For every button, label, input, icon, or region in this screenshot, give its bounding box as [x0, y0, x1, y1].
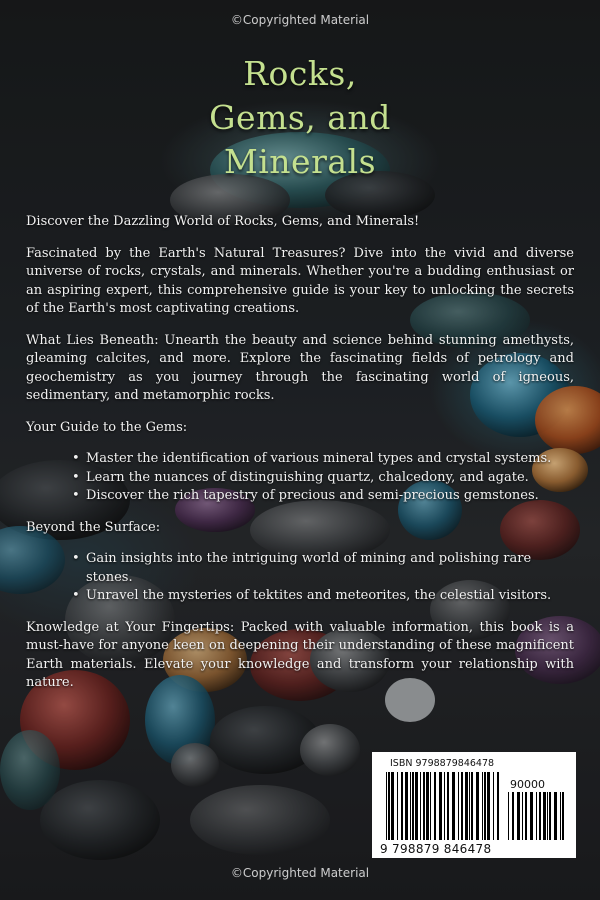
price-code: 90000 [510, 778, 545, 791]
surface-list [26, 550, 574, 606]
title-line-2: Gems, and [209, 98, 391, 137]
book-title [150, 52, 450, 184]
heading-guide-to-gems: Your Guide to the Gems: [26, 419, 188, 435]
isbn-label: ISBN 9798879846478 [390, 758, 495, 769]
copyright-watermark-top: ©Copyrighted Material [230, 13, 370, 27]
list-item: • Discover the rich tapestry of precious and semi-precious gemstones. [74, 487, 574, 506]
title-line-1: Rocks, [243, 54, 357, 93]
guide-list [26, 450, 574, 506]
isbn-barcode [372, 752, 576, 858]
paragraph-natural-treasures: Fascinated by the Earth's Natural Treasures? Dive into the vivid and diverse universe of rocks, crystals, and minerals. Whether you're a budding enthusiast or an aspiring expert, this comprehensive guide is your key to unlocking the secrets of the Earth's most captivating creations. [26, 245, 574, 316]
paragraph-what-lies-beneath: What Lies Beneath: Unearth the beauty and science behind stunning amethysts, gleaming calcites, and more. Explore the fascinating fields of petrology and geochemistry as you journey through the fascinating world of igneous, sedimentary, and metamorphic rocks. [26, 332, 574, 403]
barcode-digits: 9 798879 846478 [380, 842, 492, 856]
paragraph-knowledge: Knowledge at Your Fingertips: Packed with valuable information, this book is a must-have for anyone keen on deepening their understanding of these magnificent Earth materials. Elevate your knowledge and transform your relationship with nature. [26, 619, 574, 690]
list-item: • Unravel the mysteries of tektites and meteorites, the celestial visitors. [74, 587, 574, 606]
heading-beyond-surface: Beyond the Surface: [26, 519, 161, 535]
list-item: • Gain insights into the intriguing world of mining and polishing rare stones. [74, 550, 574, 587]
title-line-3: Minerals [223, 142, 377, 181]
copyright-watermark-bottom: ©Copyrighted Material [230, 866, 370, 880]
list-item: • Learn the nuances of distinguishing quartz, chalcedony, and agate. [74, 469, 574, 488]
intro-line: Discover the Dazzling World of Rocks, Gems, and Minerals! [26, 214, 420, 229]
book-description [26, 213, 574, 706]
list-item: • Master the identification of various mineral types and crystal systems. [74, 450, 574, 469]
